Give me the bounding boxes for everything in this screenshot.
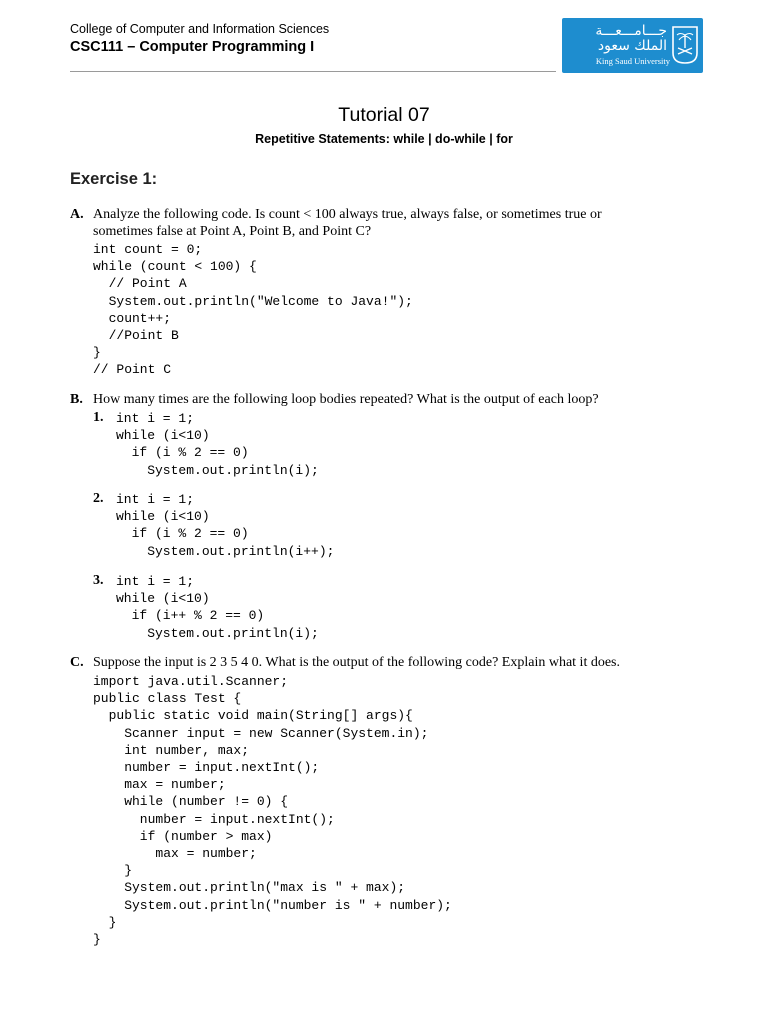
palm-swords-emblem-icon	[672, 26, 698, 64]
logo-arabic-text	[572, 24, 667, 54]
question-b-item-1-code: int i = 1; while (i<10) if (i % 2 == 0) System.out.println(i);	[116, 411, 319, 478]
question-c-code: import java.util.Scanner; public class Test { public static void main(String[] args){ Scanner input = new Scanner(System.in); int number, max; number = input.nextInt(); max = number; while (number != 0) { number = input.nextInt(); if (number > max) max = number; } System.out.println("max is " + max); System.out.println("number is " + number); } }	[93, 674, 452, 948]
question-a-text-line-1: Analyze the following code. Is count < 100 always true, always false, or sometimes true or	[93, 207, 602, 222]
question-a-text-line-2: sometimes false at Point A, Point B, and Point C?	[93, 224, 372, 239]
question-b-item-2-number: 2.	[93, 491, 104, 506]
logo-arabic-line-2: الملك سعود	[597, 38, 667, 54]
page-subtitle: Repetitive Statements: while | do-while | for	[255, 132, 513, 146]
question-b-label: B.	[70, 392, 83, 407]
question-c-text: Suppose the input is 2 3 5 4 0. What is the output of the following code? Explain what it does.	[93, 655, 621, 670]
question-c-label: C.	[70, 655, 84, 670]
header-divider	[70, 71, 556, 72]
page-title: Tutorial 07	[338, 104, 430, 126]
question-b-item-3-number: 3.	[93, 573, 104, 588]
question-b-item-2-code: int i = 1; while (i<10) if (i % 2 == 0) System.out.println(i++);	[116, 492, 335, 559]
question-b-text: How many times are the following loop bodies repeated? What is the output of each loop?	[93, 392, 599, 407]
question-b-item-1-number: 1.	[93, 410, 104, 425]
college-name: College of Computer and Information Sciences	[70, 22, 330, 36]
logo-arabic-line-1: جـــامـــعـــة	[595, 23, 667, 39]
question-a-label: A.	[70, 207, 84, 222]
question-b-item-3-code: int i = 1; while (i<10) if (i++ % 2 == 0) System.out.println(i);	[116, 574, 319, 641]
question-a-code: int count = 0; while (count < 100) { // Point A System.out.println("Welcome to Java!"); count++; //Point B } // Point C	[93, 242, 413, 378]
exercise-heading: Exercise 1:	[70, 170, 158, 188]
course-title: CSC111 – Computer Programming I	[70, 39, 315, 55]
university-logo	[562, 18, 703, 73]
logo-english-text: King Saud University	[595, 56, 670, 66]
